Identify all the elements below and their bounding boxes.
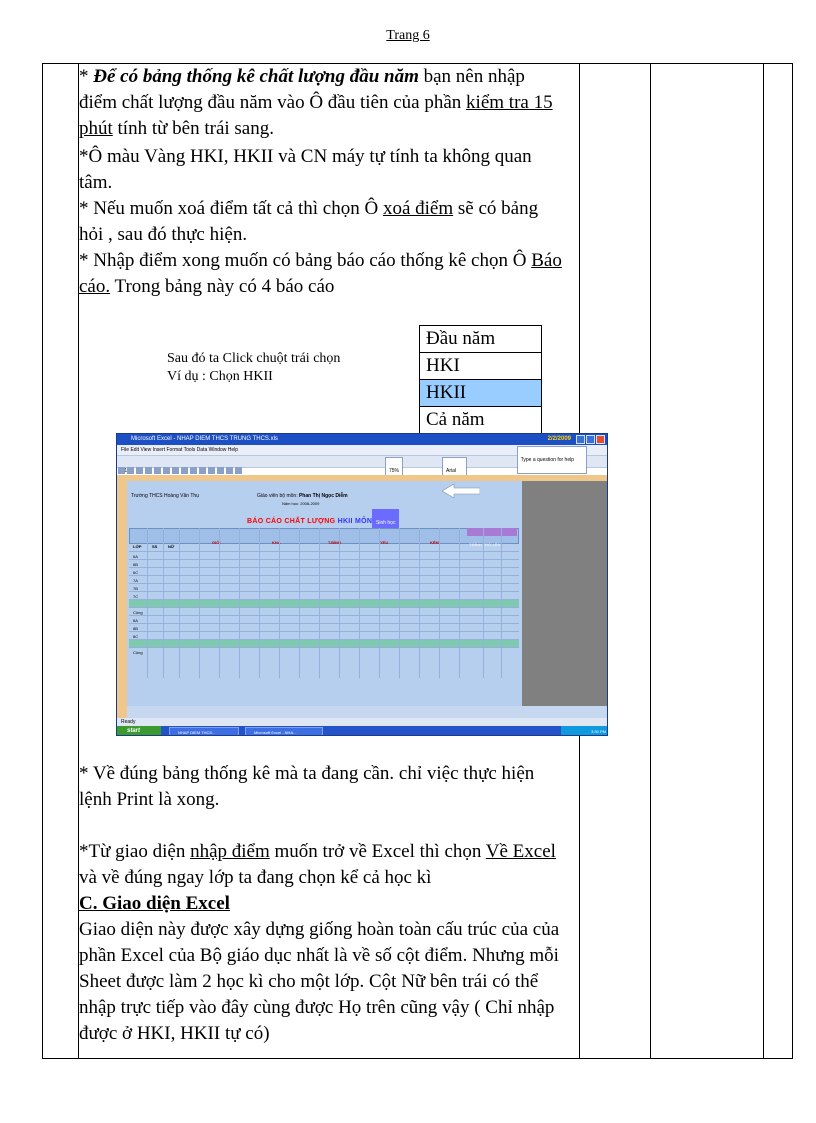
back-arrow-icon[interactable] [442,484,480,498]
grid-line [259,528,260,678]
windows-taskbar [117,726,608,736]
excel-titlebar [117,434,607,445]
table-row-total [129,600,519,615]
col-ss: SS [152,544,158,549]
paragraph-start-year [79,64,559,142]
font-select[interactable]: Arial [442,457,467,485]
col-tb: T.BÌNH [328,540,341,545]
text-run: muốn trở về Excel thì chọn [269,841,486,862]
delete-scores-link: xoá điểm [382,198,454,219]
paragraph-report [79,248,569,300]
table-row [129,568,519,583]
row-label: 6A [133,554,138,559]
new-icon[interactable] [118,467,125,474]
excel-screenshot [116,433,608,736]
text-run: và về đúng ngay lớp ta đang chọn kể cả học kì [79,867,432,888]
row-label: Cộng [133,610,143,615]
save-icon[interactable] [136,467,143,474]
undo-icon[interactable] [199,467,206,474]
paragraph-yellow-cells: *Ô màu Vàng HKI, HKII và CN máy tự tính ta không quan tâm. [79,146,532,193]
report-title-a: BÁO CÁO CHẤT LƯỢNG [247,518,338,525]
table-row [129,544,519,559]
table-row-total [129,640,519,655]
table-row [129,584,519,599]
row-label: 8A [133,618,138,623]
school-year: Năm học: 2008-2009 [282,501,320,506]
paragraph-print: * Về đúng bảng thống kê mà ta đang cần. chỉ việc thực hiện lệnh Print là xong. [79,763,535,810]
taskbar-item[interactable]: NHAP DIEM THCS... [169,727,239,736]
grid-line [359,528,360,678]
sum-icon[interactable] [217,467,224,474]
minimize-icon[interactable] [576,435,585,444]
unused-area [522,481,608,706]
option-start-year[interactable]: Đầu năm [420,326,541,353]
enter-scores-link: nhập điểm [190,841,270,862]
grid-line [379,528,380,678]
start-button[interactable]: start [117,726,161,736]
subject-badge: Sinh học [372,509,399,537]
grid-line [179,528,180,678]
system-clock: 3:30 PM [561,726,608,736]
excel-toolbar [117,455,607,474]
col-tren: T.BÌNH TRỞ LÊN [469,542,501,547]
col-nu: NỮ [168,544,175,549]
row-label: 7C [133,594,139,599]
text-run: Trong bảng này có 4 báo cáo [110,276,335,297]
grid-line [199,528,200,678]
note-line: Sau đó ta Click chuột trái chọn [167,351,341,366]
copy-icon[interactable] [181,467,188,474]
preview-icon[interactable] [154,467,161,474]
row-label: Cộng [133,650,143,655]
zoom-select[interactable]: 75% [385,457,403,485]
back-to-excel-link: Về Excel [485,841,556,862]
grid-line [239,528,240,678]
page-header [0,28,816,44]
test-15-min-link: kiểm tra 15 phút [79,92,553,139]
text-run: * Nhập điểm xong muốn có bảng báo cáo thống kê chọn Ô [79,250,532,271]
start-year-heading: Để có bảng thống kê chất lượng đầu năm [93,66,419,87]
col-lop: LỚP [133,544,142,549]
grid-line [399,528,400,678]
grid-line [163,528,164,678]
worksheet [117,475,608,720]
excel-title: Microsoft Excel - NHAP DIEM THCS TRUNG THCS.xls [131,436,278,442]
paste-icon[interactable] [190,467,197,474]
col-yeu: YẾU [380,540,389,545]
report-link: Báo cáo. [79,250,562,297]
open-icon[interactable] [127,467,134,474]
grid-line [483,528,484,678]
table-row [129,576,519,591]
status-bar: Ready [117,718,608,726]
option-full-year[interactable]: Cả năm [426,409,485,430]
text-run: sẽ có bảng hỏi , sau đó thực hiện. [79,198,539,245]
grid-line [319,528,320,678]
grid-line [459,528,460,678]
taskbar-item[interactable]: Microsoft Excel - NHA... [245,727,323,736]
close-icon[interactable] [596,435,605,444]
table-row [129,608,519,623]
row-label: 7B [133,586,138,591]
teacher-name: Phan Thị Ngọc Diễm [298,493,348,499]
chart-icon[interactable] [235,467,242,474]
table-divider [763,64,764,1058]
report-title-b: HKII MÔN [337,518,373,525]
col-gioi: GIỎI [212,540,221,545]
grid-line [147,528,148,678]
instruction-note [167,350,340,386]
excel-date: 2/2/2009 [547,436,571,442]
paragraph-back-to-excel [79,839,574,891]
report-options-box [419,325,542,434]
grid-line [419,528,420,678]
text-run: * Nếu muốn xoá điểm tất cả thì chọn Ô [79,198,383,219]
col-tren-header [467,528,517,547]
row-headers [117,475,127,720]
grid-line [439,528,440,678]
table-row [129,552,519,567]
sort-icon[interactable] [226,467,233,474]
content-table [42,63,793,1059]
table-row [129,616,519,631]
table-row [129,632,519,640]
table-divider [650,64,651,1058]
redo-icon[interactable] [208,467,215,474]
maximize-icon[interactable] [586,435,595,444]
help-search[interactable]: Type a question for help [517,446,587,474]
paragraph-excel-interface: Giao diện này được xây dựng giống hoàn toàn cấu trúc của của phần Excel của Bộ giáo dục nhất là về số cột điểm. Nhưng mỗi Sheet được làm 2 học kì cho một lớp. Cột Nữ bên trái có thể nhập trực tiếp vào đây cùng được Họ trên cũng vậy ( Chỉ nhập được ở HKI, HKII tự có) [79,919,560,1044]
spell-icon[interactable] [163,467,170,474]
cut-icon[interactable] [172,467,179,474]
grid-line [501,528,502,678]
col-kha: KHÁ [272,540,281,545]
page-number: Trang 6 [386,28,430,43]
table-row [129,624,519,639]
grid-line [219,528,220,678]
table-row [129,560,519,575]
grid-line [299,528,300,678]
table-row [129,592,519,600]
grid-line [339,528,340,678]
window-controls [576,435,605,444]
grid-line [279,528,280,678]
row-label: 6B [133,562,138,567]
teacher-label: Giáo viên bộ môn: [257,493,299,499]
report-sheet [127,481,522,706]
option-hki[interactable]: HKI [420,353,541,380]
text-run: tính từ bên trái sang. [112,118,274,139]
text-run: bạn nên nhập điểm chất lượng đầu năm vào Ô đầu tiên của phần [79,66,525,113]
row-label: 7A [133,578,138,583]
col-kem: KÉM [430,540,439,545]
option-hkii[interactable]: HKII [420,380,541,407]
paragraph-delete-scores [79,196,564,248]
row-label: 8C [133,634,139,639]
text-run: *Từ giao diện [79,841,191,862]
row-label: 8B [133,626,138,631]
excel-menubar[interactable]: File Edit View Insert Format Tools Data Window Help [117,445,607,455]
note-line: Ví dụ : Chọn HKII [167,369,273,384]
print-icon[interactable] [145,467,152,474]
row-label: 6C [133,570,139,575]
school-name: Trường THCS Hoàng Văn Thụ [131,493,199,499]
bullet: * [79,66,94,87]
section-heading: C. Giao diện Excel [79,893,230,914]
